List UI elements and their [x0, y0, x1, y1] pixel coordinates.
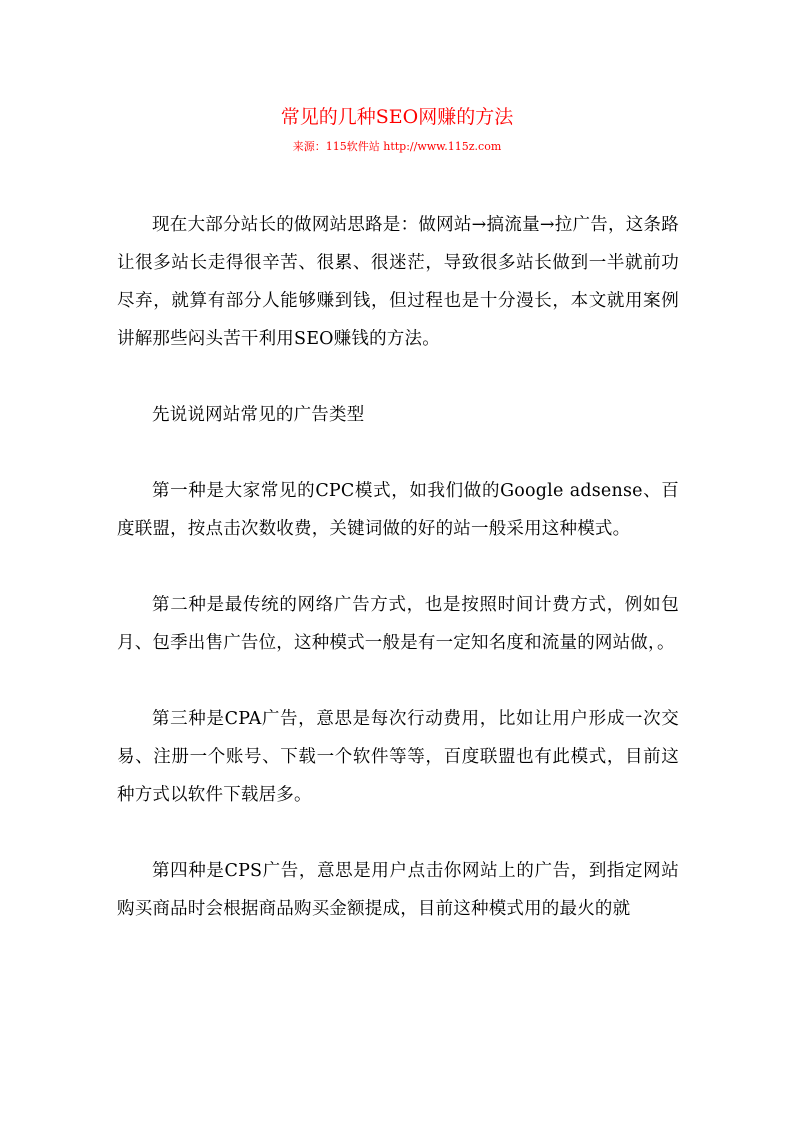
paragraph-type-one: 第一种是大家常见的CPC模式，如我们做的Google adsense、百度联盟，按点击次数收费，关键词做的好的站一般采用这种模式。	[117, 481, 679, 539]
source-url: http://www.115z.com	[383, 140, 502, 153]
paragraph-intro: 现在大部分站长的做网站思路是：做网站→搞流量→拉广告，这条路让很多站长走得很辛苦、很累、很迷茫，导致很多站长做到一半就前功尽弃，就算有部分人能够赚到钱，但过程也是十分漫长，本文就用案例讲解那些闷头苦干利用SEO赚钱的方法。	[117, 215, 679, 349]
document-body	[117, 206, 679, 928]
document-title: 常见的几种SEO网赚的方法	[280, 106, 514, 128]
paragraph-ad-types-heading: 先说说网站常见的广告类型	[152, 405, 365, 425]
paragraph-type-two: 第二种是最传统的网络广告方式，也是按照时间计费方式，例如包月、包季出售广告位，这种模式一般是有一定知名度和流量的网站做，。	[117, 595, 679, 653]
document-source	[0, 139, 794, 155]
paragraph-type-three: 第三种是CPA广告，意思是每次行动费用，比如让用户形成一次交易、注册一个账号、下载一个软件等等，百度联盟也有此模式，目前这种方式以软件下载居多。	[117, 709, 679, 805]
paragraph-type-four: 第四种是CPS广告，意思是用户点击你网站上的广告，到指定网站购买商品时会根据商品购买金额提成，目前这种模式用的最火的就	[117, 861, 679, 919]
source-label: 来源：115软件站	[292, 140, 380, 153]
